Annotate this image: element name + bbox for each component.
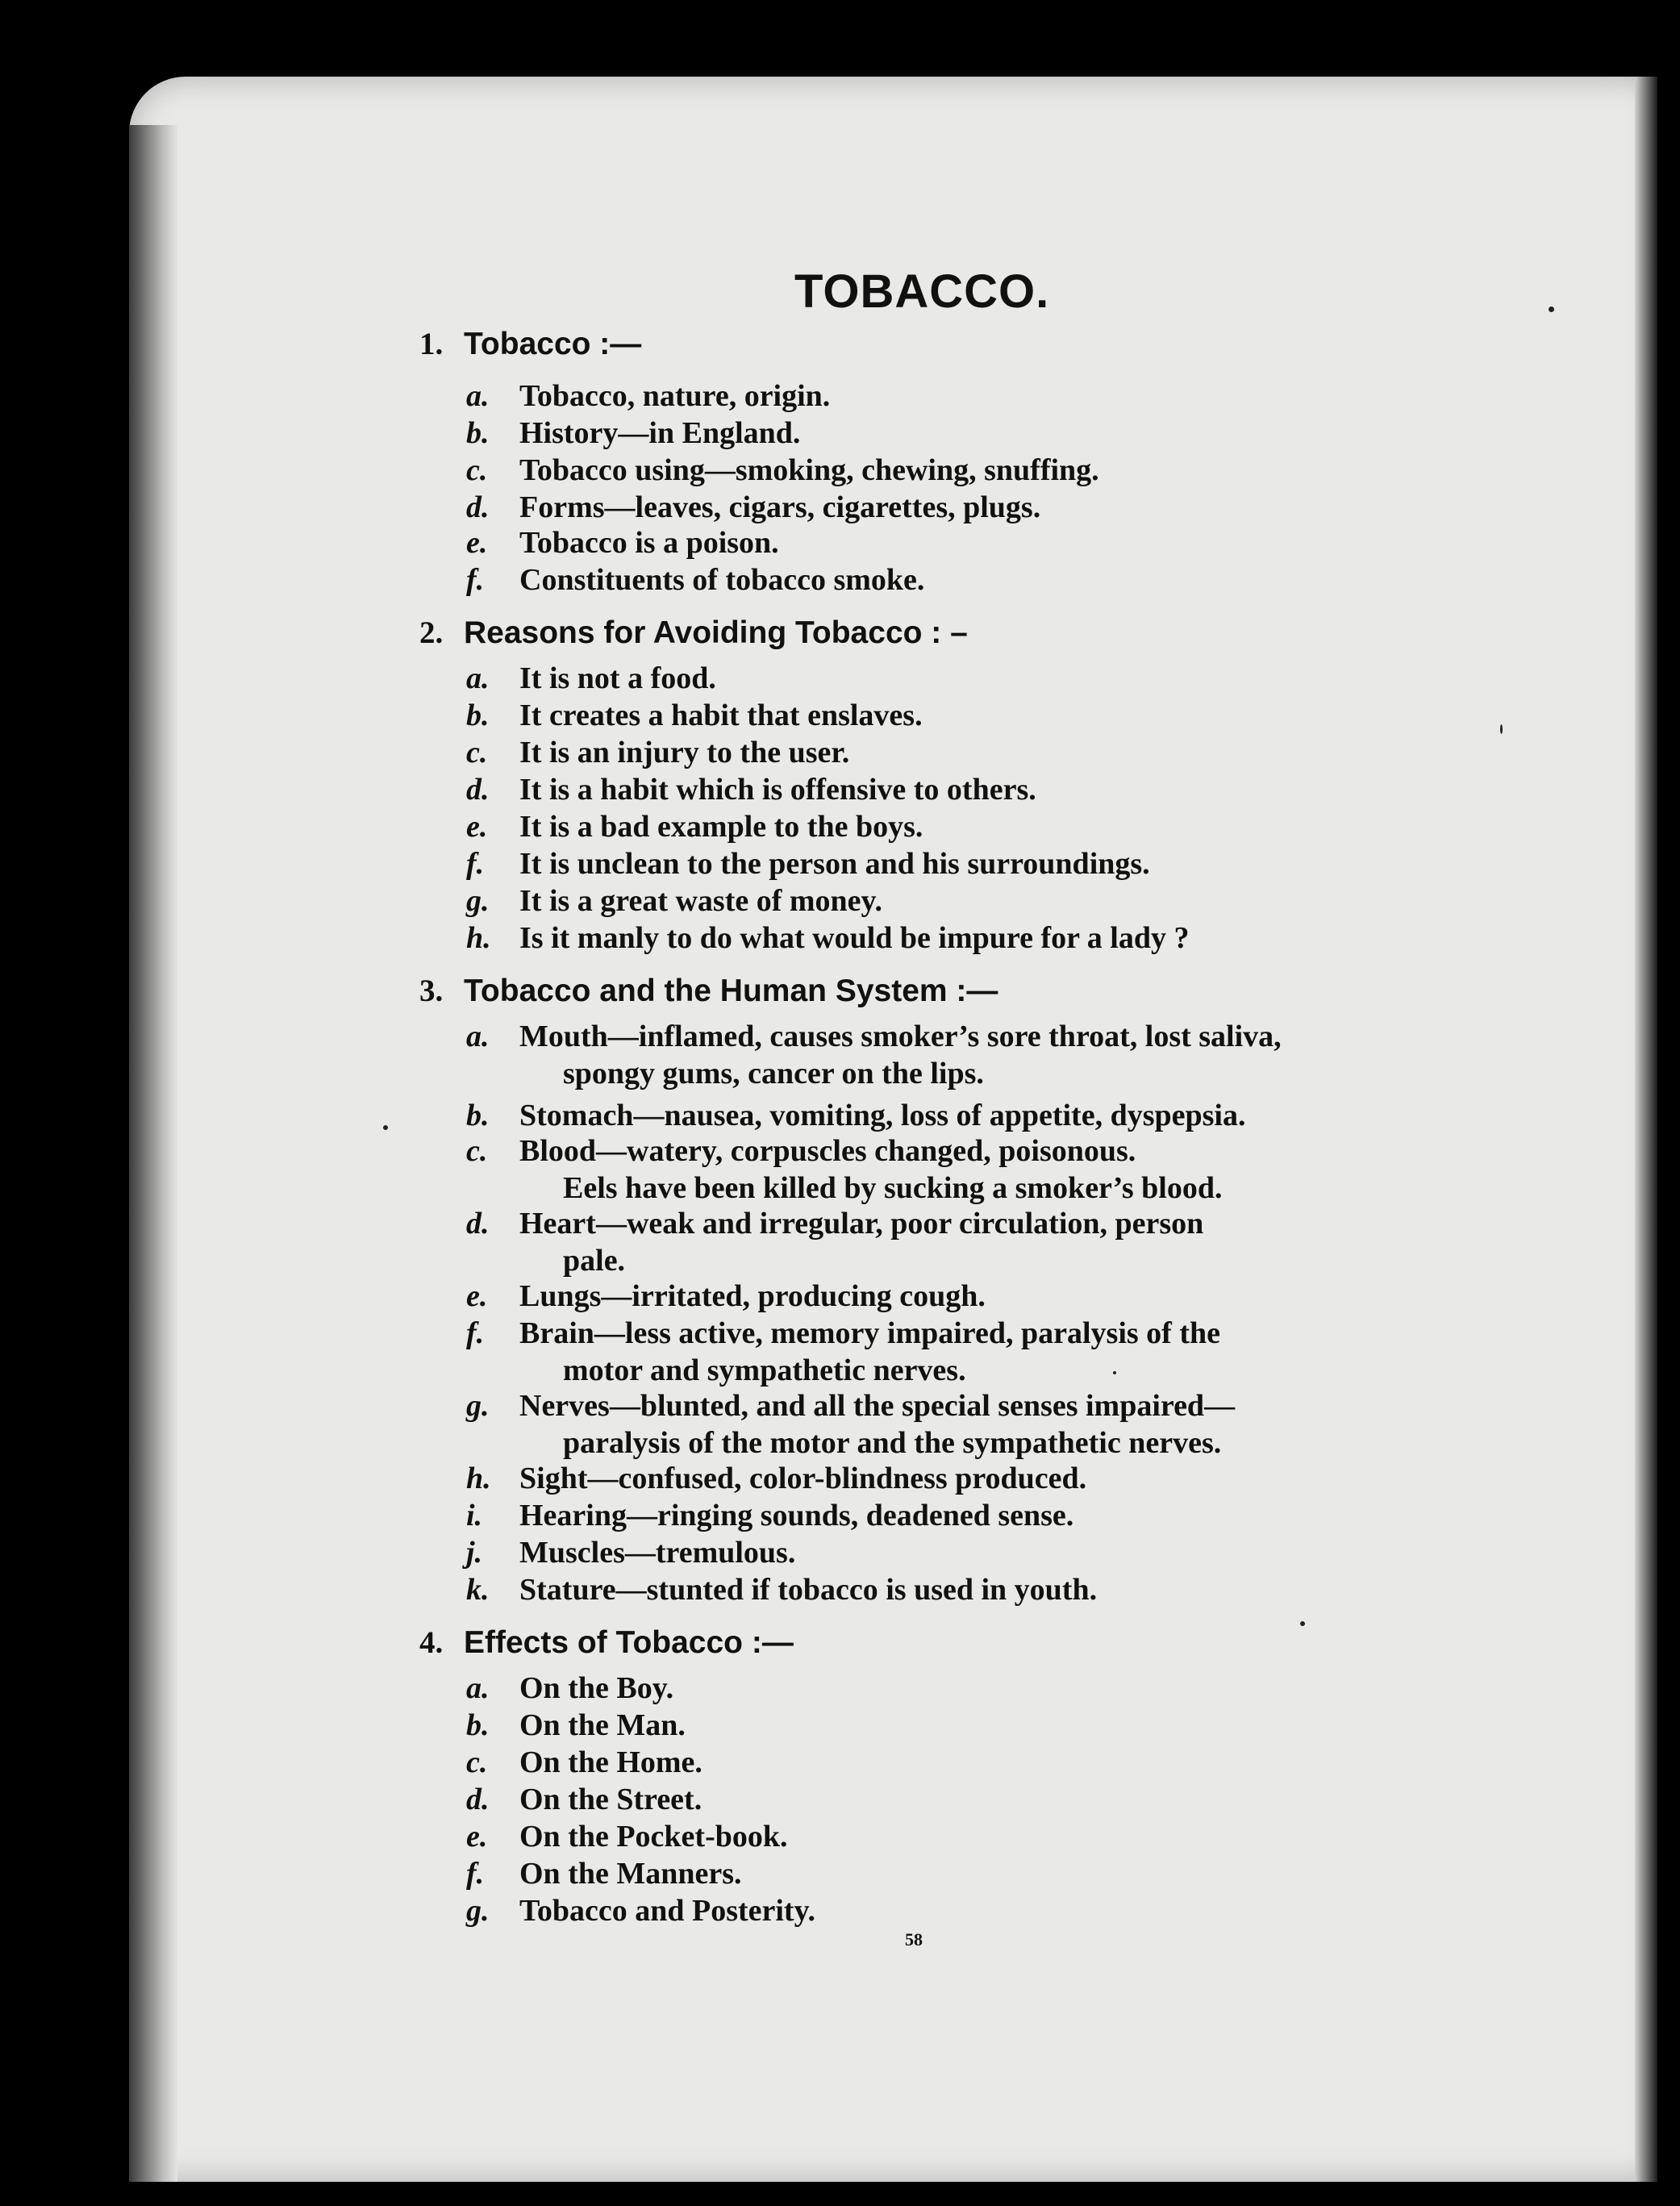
list-item [466, 1278, 986, 1315]
item-text: History—in England. [519, 416, 801, 450]
item-text: Is it manly to do what would be impure for a lady ? [519, 921, 1190, 955]
scan-speck [383, 1125, 388, 1130]
item-letter: e. [466, 1820, 488, 1854]
item-letter: k. [466, 1573, 490, 1607]
item-text: Tobacco and Posterity. [519, 1894, 815, 1928]
section-number: 3. [419, 974, 444, 1008]
list-item [466, 1534, 795, 1571]
list-item [466, 845, 1150, 882]
item-text: It is a great waste of money. [519, 884, 882, 918]
list-item [466, 1818, 788, 1855]
item-text: On the Pocket-book. [519, 1820, 788, 1854]
page-number: 58 [905, 1929, 923, 1950]
item-text: Tobacco is a poison. [519, 526, 779, 560]
item-letter: c. [466, 453, 488, 487]
item-text: Lungs—irritated, producing cough. [519, 1279, 986, 1313]
item-text: On the Boy. [519, 1671, 674, 1705]
item-letter: c. [466, 736, 488, 769]
scan-speck [1300, 1621, 1305, 1626]
section-title: Reasons for Avoiding Tobacco : – [464, 615, 968, 650]
item-letter: d. [466, 773, 490, 807]
list-item [466, 1892, 815, 1929]
item-text: It is unclean to the person and his surroundings. [519, 847, 1150, 881]
item-letter: c. [466, 1745, 488, 1779]
section-title: Effects of Tobacco :— [464, 1625, 794, 1660]
list-item [466, 920, 1189, 957]
list-item [466, 1497, 1073, 1534]
list-item [466, 1571, 1097, 1608]
item-text: Heart—weak and irregular, poor circulation, person [519, 1207, 1204, 1241]
item-letter: c. [466, 1134, 488, 1168]
item-letter: a. [466, 661, 490, 695]
item-letter: a. [466, 1671, 490, 1705]
list-item [466, 734, 849, 771]
item-text: Nerves—blunted, and all the special senses impaired— [519, 1389, 1236, 1423]
item-continuation: pale. [563, 1244, 626, 1278]
item-letter: f. [466, 1316, 485, 1350]
list-item [466, 415, 800, 452]
section-number: 4. [419, 1625, 444, 1660]
item-letter: b. [466, 698, 490, 732]
item-letter: d. [466, 1207, 490, 1241]
list-item [466, 771, 1036, 808]
item-continuation: paralysis of the motor and the sympathetic nerves. [563, 1426, 1222, 1460]
list-item [466, 489, 1040, 526]
item-text: Blood—watery, corpuscles changed, poisonous. [519, 1134, 1136, 1168]
item-continuation: spongy gums, cancer on the lips. [563, 1057, 984, 1090]
item-letter: b. [466, 1708, 490, 1742]
item-text: On the Man. [519, 1708, 686, 1742]
item-text: It is an injury to the user. [519, 736, 850, 769]
item-text: Tobacco, nature, origin. [519, 379, 831, 413]
list-item [466, 1132, 1222, 1207]
item-letter: h. [466, 1462, 491, 1495]
list-item [466, 1781, 702, 1818]
list-item [466, 1670, 673, 1707]
page-title: TOBACCO. [794, 265, 1050, 318]
list-item [466, 697, 923, 734]
item-text: Tobacco using—smoking, chewing, snuffing. [519, 453, 1099, 487]
list-item [466, 882, 882, 920]
list-item [466, 1205, 1203, 1279]
item-letter: j. [466, 1536, 483, 1570]
section-title: Tobacco :— [464, 327, 642, 361]
item-continuation: Eels have been killed by sucking a smoker’s blood. [563, 1171, 1223, 1205]
item-letter: e. [466, 1279, 488, 1313]
scan-speck [1549, 307, 1554, 312]
section-1-heading [419, 326, 641, 362]
item-letter: a. [466, 1020, 490, 1053]
section-3-heading [419, 973, 998, 1009]
item-text: Sight—confused, color-blindness produced. [519, 1462, 1087, 1495]
section-title: Tobacco and the Human System :— [464, 974, 998, 1008]
list-item [466, 1707, 686, 1744]
list-item [466, 808, 923, 845]
item-letter: g. [466, 884, 490, 918]
item-letter: b. [466, 1099, 490, 1132]
section-number: 1. [419, 327, 444, 361]
item-letter: g. [466, 1894, 490, 1928]
item-text: On the Manners. [519, 1857, 742, 1891]
item-letter: b. [466, 416, 490, 450]
item-letter: h. [466, 921, 491, 955]
item-text: Muscles—tremulous. [519, 1536, 796, 1570]
item-text: It is not a food. [519, 661, 716, 695]
list-item [466, 1855, 742, 1892]
item-text: It is a bad example to the boys. [519, 810, 923, 844]
item-letter: e. [466, 526, 488, 560]
list-item [466, 1744, 702, 1781]
list-item [466, 1097, 1245, 1134]
list-item [466, 1018, 1282, 1092]
item-letter: d. [466, 1783, 490, 1816]
item-letter: f. [466, 847, 485, 881]
list-item [466, 377, 830, 415]
scan-speck [1113, 1371, 1116, 1374]
item-text: On the Street. [519, 1783, 702, 1816]
item-letter: i. [466, 1499, 483, 1533]
item-letter: a. [466, 379, 490, 413]
list-item [466, 452, 1099, 489]
list-item [466, 1315, 1220, 1389]
item-letter: f. [466, 563, 485, 597]
section-2-heading [419, 615, 968, 651]
item-letter: e. [466, 810, 488, 844]
scan-speck [1500, 724, 1503, 734]
item-letter: g. [466, 1389, 490, 1423]
item-letter: f. [466, 1857, 485, 1891]
item-text: Brain—less active, memory impaired, paralysis of the [519, 1316, 1220, 1350]
item-continuation: motor and sympathetic nerves. [563, 1353, 966, 1387]
list-item [466, 524, 779, 561]
item-text: It is a habit which is offensive to others. [519, 773, 1036, 807]
section-4-heading [419, 1624, 794, 1661]
item-text: Hearing—ringing sounds, deadened sense. [519, 1499, 1074, 1533]
item-letter: d. [466, 490, 490, 524]
list-item [466, 1460, 1086, 1497]
item-text: On the Home. [519, 1745, 702, 1779]
item-text: Forms—leaves, cigars, cigarettes, plugs. [519, 490, 1041, 524]
list-item [466, 561, 924, 598]
section-number: 2. [419, 615, 444, 650]
item-text: Stature—stunted if tobacco is used in youth. [519, 1573, 1098, 1607]
item-text: Stomach—nausea, vomiting, loss of appetite, dyspepsia. [519, 1099, 1246, 1132]
item-text: Constituents of tobacco smoke. [519, 563, 925, 597]
list-item [466, 660, 716, 697]
item-text: Mouth—inflamed, causes smoker’s sore throat, lost saliva, [519, 1020, 1282, 1053]
item-text: It creates a habit that enslaves. [519, 698, 923, 732]
list-item [466, 1387, 1235, 1462]
